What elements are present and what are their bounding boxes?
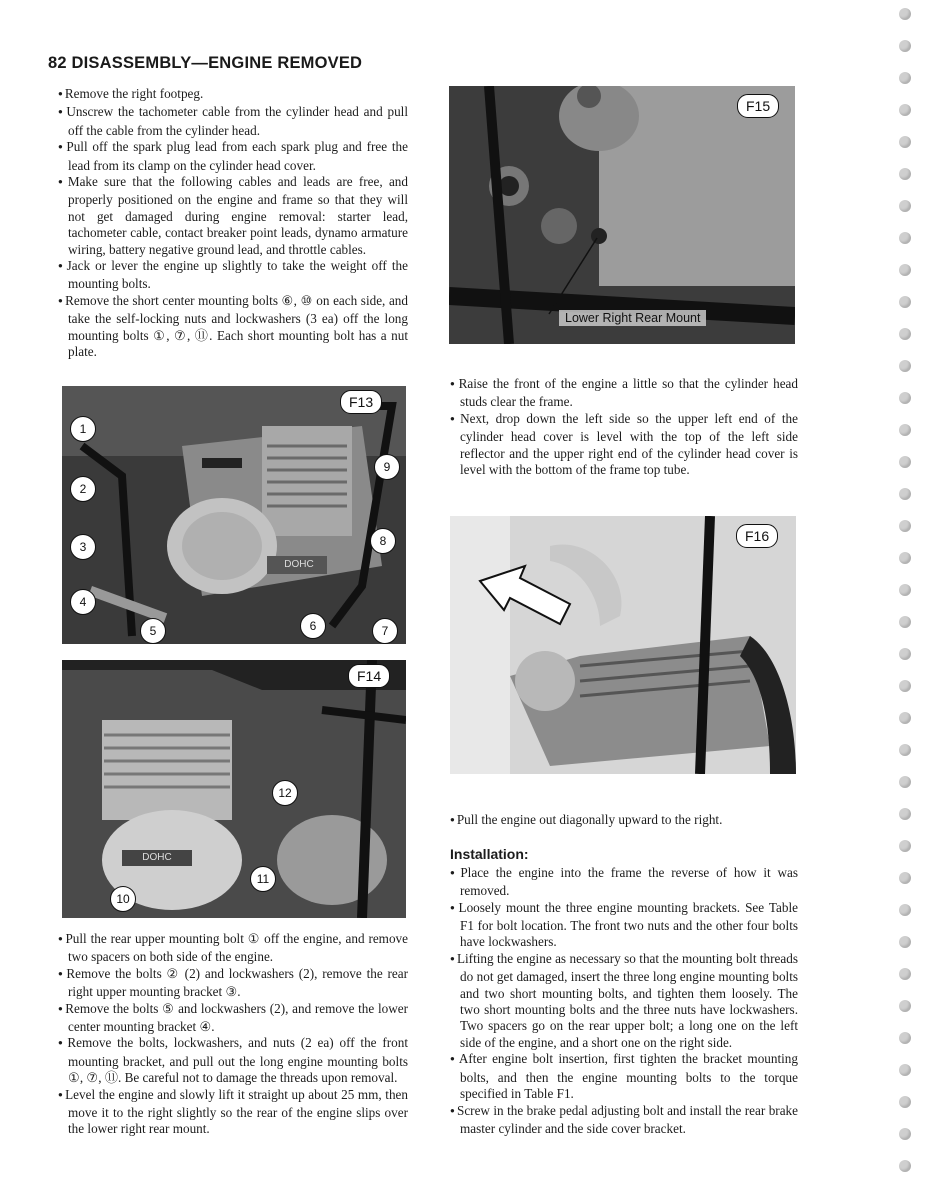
figure-label-f15: F15 bbox=[737, 94, 779, 118]
photo-caption-mount: Lower Right Rear Mount bbox=[559, 310, 706, 326]
binder-hole bbox=[899, 584, 911, 596]
right-middle-text bbox=[450, 376, 798, 478]
step-spark-plug-lead: ● Pull off the spark plug lead from each spark plug and free the lead from its clamp on the cylinder head cover. bbox=[58, 139, 408, 174]
figure-label-f14: F14 bbox=[348, 664, 390, 688]
binder-hole bbox=[899, 808, 911, 820]
callout-10: 10 bbox=[110, 886, 136, 912]
callout-6: 6 bbox=[300, 613, 326, 639]
figure-f15-photo bbox=[449, 86, 795, 344]
callout-9: 9 bbox=[374, 454, 400, 480]
binder-hole bbox=[899, 456, 911, 468]
step-remove-upper-bracket: ● Remove the bolts ② (2) and lockwashers (2), remove the rear right upper mounting bracket ③. bbox=[58, 966, 408, 1001]
figure-f13-photo bbox=[62, 386, 406, 644]
binder-hole bbox=[899, 488, 911, 500]
binder-hole bbox=[899, 1000, 911, 1012]
callout-12: 12 bbox=[272, 780, 298, 806]
binder-hole bbox=[899, 1096, 911, 1108]
binder-hole bbox=[899, 520, 911, 532]
binder-hole bbox=[899, 136, 911, 148]
f14-engine-illustration bbox=[62, 660, 406, 918]
binder-holes bbox=[880, 0, 920, 1200]
binder-hole bbox=[899, 1128, 911, 1140]
step-drop-left-side: ● Next, drop down the left side so the upper left end of the cylinder head cover is level with the top of the left side reflector and the upper right end of the cylinder head cover is level with the bottom of the frame top tube. bbox=[450, 411, 798, 479]
callout-7: 7 bbox=[372, 618, 398, 644]
callout-4: 4 bbox=[70, 589, 96, 615]
binder-hole bbox=[899, 552, 911, 564]
binder-hole bbox=[899, 360, 911, 372]
callout-2: 2 bbox=[70, 476, 96, 502]
binder-hole bbox=[899, 72, 911, 84]
binder-hole bbox=[899, 744, 911, 756]
binder-hole bbox=[899, 392, 911, 404]
binder-hole bbox=[899, 1032, 911, 1044]
figure-label-f16: F16 bbox=[736, 524, 778, 548]
callout-8: 8 bbox=[370, 528, 396, 554]
step-cables-leads: ● Make sure that the following cables and leads are free, and properly positioned on the engine and frame so that they will not get damaged during engine removal: starter lead, tachometer cable, contact breaker point leads, dynamo armature wiring, battery negative ground lead, and throttle cables. bbox=[58, 174, 408, 258]
installation-heading: Installation: bbox=[450, 846, 529, 863]
step-remove-footpeg: ● Remove the right footpeg. bbox=[58, 86, 408, 104]
step-remove-short-bolts: ● Remove the short center mounting bolts ⑥, ⑩ on each side, and take the self-locking nuts and lockwashers (3 ea) off the long mounting bolts ①, ⑦, ⑪. Each short mounting bolt has a nut plate. bbox=[58, 293, 408, 361]
f16-removal-illustration bbox=[450, 516, 796, 774]
binder-hole bbox=[899, 200, 911, 212]
install-step-brackets: ● Loosely mount the three engine mounting brackets. See Table F1 for bolt location. The front two nuts and the other four bolts have lockwashers. bbox=[450, 900, 798, 951]
binder-hole bbox=[899, 776, 911, 788]
install-step-brake: ● Screw in the brake pedal adjusting bolt and install the rear brake master cylinder and the side cover bracket. bbox=[450, 1103, 798, 1138]
step-pull-upper-bolt: ● Pull the rear upper mounting bolt ① off the engine, and remove two spacers on both side of the engine. bbox=[58, 931, 408, 966]
callout-3: 3 bbox=[70, 534, 96, 560]
step-pull-engine-out: ● Pull the engine out diagonally upward to the right. bbox=[450, 812, 798, 830]
figure-label-f13: F13 bbox=[340, 390, 382, 414]
binder-hole bbox=[899, 712, 911, 724]
left-top-text bbox=[58, 86, 408, 361]
callout-11: 11 bbox=[250, 866, 276, 892]
binder-hole bbox=[899, 1160, 911, 1172]
binder-hole bbox=[899, 40, 911, 52]
binder-hole bbox=[899, 1064, 911, 1076]
engine-badge: DOHC bbox=[284, 559, 314, 570]
binder-hole bbox=[899, 616, 911, 628]
binder-hole bbox=[899, 936, 911, 948]
figure-f14-photo bbox=[62, 660, 406, 918]
binder-hole bbox=[899, 680, 911, 692]
left-bottom-text bbox=[58, 931, 408, 1138]
binder-hole bbox=[899, 648, 911, 660]
binder-hole bbox=[899, 904, 911, 916]
step-level-engine: ● Level the engine and slowly lift it straight up about 25 mm, then move it to the right slightly so the rear of the engine slips over the lower right rear mount. bbox=[58, 1087, 408, 1138]
install-step-place: ● Place the engine into the frame the reverse of how it was removed. bbox=[450, 865, 798, 900]
step-tachometer-cable: ● Unscrew the tachometer cable from the cylinder head and pull off the cable from the cylinder head. bbox=[58, 104, 408, 139]
binder-hole bbox=[899, 104, 911, 116]
install-step-tighten: ● After engine bolt insertion, first tighten the bracket mounting bolts, and then the engine mounting bolts to the torque specified in Table F1. bbox=[450, 1051, 798, 1102]
right-bottom-text bbox=[450, 812, 798, 1137]
step-raise-front: ● Raise the front of the engine a little so that the cylinder head studs clear the frame. bbox=[450, 376, 798, 411]
binder-hole bbox=[899, 424, 911, 436]
figure-f16-photo bbox=[450, 516, 796, 774]
engine-badge: DOHC bbox=[142, 852, 172, 863]
step-remove-lower-bracket: ● Remove the bolts ⑤ and lockwashers (2), and remove the lower center mounting bracket ④. bbox=[58, 1001, 408, 1036]
binder-hole bbox=[899, 232, 911, 244]
f15-mount-illustration bbox=[449, 86, 795, 344]
binder-hole bbox=[899, 872, 911, 884]
step-jack-engine: ● Jack or lever the engine up slightly to take the weight off the mounting bolts. bbox=[58, 258, 408, 293]
callout-5: 5 bbox=[140, 618, 166, 644]
binder-hole bbox=[899, 8, 911, 20]
install-step-bolts: ● Lifting the engine as necessary so that the mounting bolt threads do not get damaged, insert the three long engine mounting bolts and two short mounting bolts, and tighten them loosely. The two short mounting bolts and the three nuts have lockwashers. Two spacers go on the rear upper bolt; a long one on the left side of the engine, and a short one on the right side. bbox=[450, 951, 798, 1051]
callout-1: 1 bbox=[70, 416, 96, 442]
binder-hole bbox=[899, 840, 911, 852]
step-remove-front-bracket: ● Remove the bolts, lockwashers, and nuts (2 ea) off the front mounting bracket, and pull out the long engine mounting bolts ①, ⑦, ⑪. Be careful not to damage the threads upon removal. bbox=[58, 1035, 408, 1086]
f13-engine-illustration bbox=[62, 386, 406, 644]
page-header: 82 DISASSEMBLY—ENGINE REMOVED bbox=[48, 54, 363, 72]
binder-hole bbox=[899, 264, 911, 276]
binder-hole bbox=[899, 328, 911, 340]
binder-hole bbox=[899, 168, 911, 180]
binder-hole bbox=[899, 968, 911, 980]
binder-hole bbox=[899, 296, 911, 308]
